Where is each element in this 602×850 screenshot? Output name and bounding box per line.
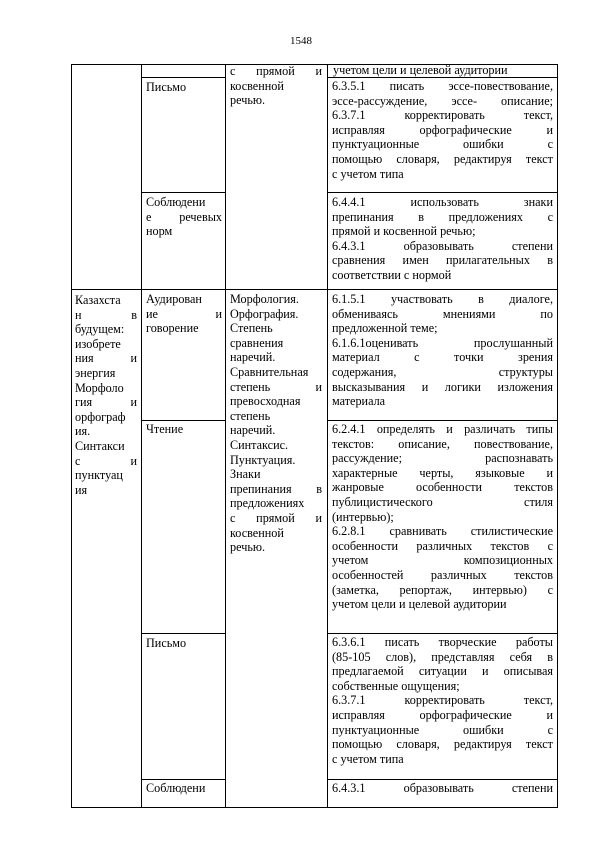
topic-cell-continued: с прямой и косвенной речью. xyxy=(230,64,322,108)
theme-cell: Казахста н в будущем: изобрете ния и энергия Морфоло гия и орфограф ия. Синтакси с и пунктуац ия xyxy=(75,293,137,497)
objectives-reading: 6.2.4.1 определять и различать типы текстов: описание, повествование, рассуждение; распознавать характерные черты, языковые и жанровые особенности текстов публицистического стиля (интервью); 6.2.8.1 сравнивать стилистические особенности различных текстов с учетом композиционных особенностей различных текстов (заметка, репортаж, интервью) с учетом цели и целевой аудитории xyxy=(332,422,553,612)
objectives-writing-2: 6.3.6.1 писать творческие работы (85-105 слов), представляя себя в предлагаемой ситуации и описывая собственные ощущения; 6.3.7.1 корректировать текст, исправляя орфографические и пунктуационные ошибки с помощью словаря, редактируя текст с учетом типа xyxy=(332,635,553,766)
objectives-writing: 6.3.5.1 писать эссе-повествование, эссе-рассуждение, эссе- описание; 6.3.7.1 корректировать текст, исправляя орфографические и пунктуационные ошибки с помощью словаря, редактируя текст с учетом типа xyxy=(332,79,553,181)
skill-listening-speaking: Аудирован ие и говорение xyxy=(146,292,222,336)
objective-top-line: учетом цели и целевой аудитории xyxy=(333,63,508,77)
skill-norms: Соблюдени е речевых норм xyxy=(146,195,222,239)
objectives-norms: 6.4.4.1 использовать знаки препинания в предложениях с прямой и косвенной речью; 6.4.3.1 образовывать степени сравнения имен прилагательных в соответствии с нормой xyxy=(332,195,553,282)
objectives-listening-speaking: 6.1.5.1 участвовать в диалоге, обмениваясь мнениями по предложенной теме; 6.1.6.1оценивать прослушанный материал с точки зрения содержания, структуры высказывания и логики изложения материала xyxy=(332,292,553,409)
objectives-norms-2: 6.4.3.1 образовывать степени xyxy=(332,781,553,795)
page-number: 1548 xyxy=(290,35,312,47)
skill-reading: Чтение xyxy=(146,422,184,436)
skill-writing: Письмо xyxy=(146,80,187,94)
topic-cell: Морфология. Орфография. Степень сравнения наречий. Сравнительная степень и превосходная степень наречий. Синтаксис. Пунктуация. Знаки препинания в предложениях с прямой и косвенной речью. xyxy=(230,292,322,555)
skill-writing-2: Письмо xyxy=(146,636,187,650)
skill-norms-2: Соблюдени xyxy=(146,781,206,795)
